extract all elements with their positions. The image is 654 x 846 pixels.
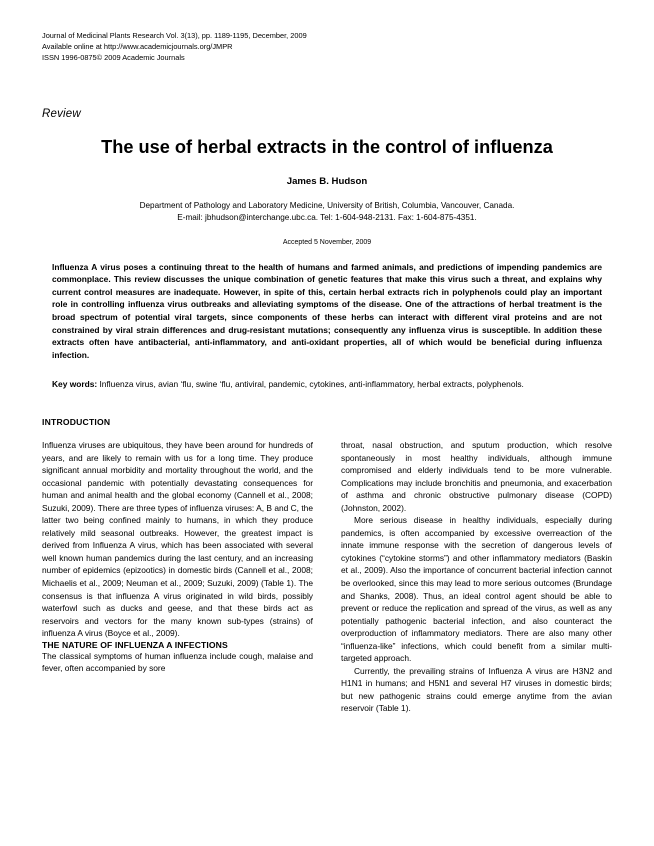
right-paragraph-2: More serious disease in healthy individuals, especially during pandemics, is often accompanied by excessive overreaction of the innate immune response with the secretion of dangerous levels of cytokines (“cytokine storms”) and other inflammatory mediators (Baskin et al., 2009). Also the importance of concurrent bacterial infection cannot be overlooked, since this may lead to more serious outcomes (Brundage and Shanks, 2008). Thus, an ideal control agent should be able to prevent or reduce the replication and spread of the virus, as well as any potentially pathogenic bacterial infection, and also counteract the overproduction of inflammatory mediators. There are also many other “influenza-like” infections, which could benefit from a similar multi-targeted approach.: [341, 515, 612, 664]
article-type-label: Review: [42, 107, 81, 120]
section-heading-introduction: INTRODUCTION: [42, 416, 111, 427]
left-paragraph-2: The classical symptoms of human influenza include cough, malaise and fever, often accompanied by sore: [42, 650, 313, 674]
journal-issn-line: ISSN 1996-0875© 2009 Academic Journals: [42, 53, 185, 63]
paper-content: [42, 30, 612, 715]
keywords-list: Influenza virus, avian ‘flu, swine ‘flu, antiviral, pandemic, cytokines, anti-inflammatory, herbal extracts, polyphenols.: [99, 379, 524, 390]
journal-url-line: Available online at http://www.academicjournals.org/JMPR: [42, 42, 233, 52]
affiliation: [42, 200, 612, 225]
keywords-label: Key words:: [52, 379, 98, 390]
accepted-date: Accepted 5 November, 2009: [282, 238, 372, 246]
affiliation-line-2: E-mail: jbhudson@interchange.ubc.ca. Tel: 1-604-948-2131. Fax: 1-604-875-4351.: [177, 213, 477, 223]
body-columns: [42, 439, 612, 715]
right-paragraph-1: throat, nasal obstruction, and sputum production, which resolve spontaneously in most healthy individuals, although immune compromised and elderly individuals tend to be more vulnerable. Complications may include bronchitis and pneumonia, and exacerbation of asthma and chronic obstructive pulmonary disease (COPD) (Johnston, 2002).: [341, 439, 612, 513]
journal-citation-line: Journal of Medicinal Plants Research Vol. 3(13), pp. 1189-1195, December, 2009: [42, 31, 307, 40]
left-paragraph-1: Influenza viruses are ubiquitous, they have been around for hundreds of years, and are likely to remain with us for a long time. They produce significant annual morbidity and mortality throughout the world, and the occasional pandemic with potentially devastating consequences for human and animal health and the global economy (Cannell et al., 2008; Suzuki, 2009). There are three types of influenza viruses: A, B and C, the latter two being confined mainly to humans, in which they produce relatively mild seasonal outbreaks. However, the greatest impact is derived from Influenza A virus, which has been associated with several well known human pandemics during the last century, and an increasing number of epidemics (epizootics) in domestic birds (Cannell et al., 2008; Michaelis et al., 2009; Neuman et al., 2009; Suzuki, 2009) (Table 1). The consensus is that influenza A virus originated in wild birds, possibly waterfowl such as ducks and geese, and that these birds act as reservoirs and vectors for the many known sub-types (strains) of influenza A virus (Boyce et al., 2009).: [42, 439, 313, 639]
journal-header: [42, 30, 612, 64]
page-title: The use of herbal extracts in the control of influenza: [101, 136, 553, 157]
right-paragraph-3: Currently, the prevailing strains of Influenza A virus are H3N2 and H1N1 in humans; and H5N1 and several H7 viruses in domestic birds; but new pathogenic strains could emerge anytime from the avian reservoir (Table 1).: [341, 665, 612, 714]
body-column-left: [42, 439, 313, 715]
section-heading-nature-of-influenza: THE NATURE OF INFLUENZA A INFECTIONS: [42, 639, 228, 650]
abstract-text: Influenza A virus poses a continuing threat to the health of humans and farmed animals, and predictions of impending pandemics are commonplace. This review discusses the unique combination of genetic features that make this virus such a threat, and explains why current control measures are inadequate. However, in spite of this, certain herbal extracts rich in polyphenols could play an important role in controlling influenza virus outbreaks and alleviating symptoms of the disease. One of the attractions of herbal treatment is the broad spectrum of potential viral targets, since components of these herbs can interact with different viral proteins and are not constrained by viral strain differences and drug-resistant mutations; consequently any influenza virus is susceptible. In addition these extracts often have antibacterial, anti-inflammatory, and anti-oxidant properties, all of which would be beneficial during influenza infection.: [52, 261, 602, 360]
author-list: James B. Hudson: [286, 175, 368, 187]
body-column-right: [341, 439, 612, 715]
keywords: [52, 378, 602, 391]
affiliation-line-1: Department of Pathology and Laboratory Medicine, University of British, Columbia, Vancouver, Canada.: [139, 200, 515, 210]
